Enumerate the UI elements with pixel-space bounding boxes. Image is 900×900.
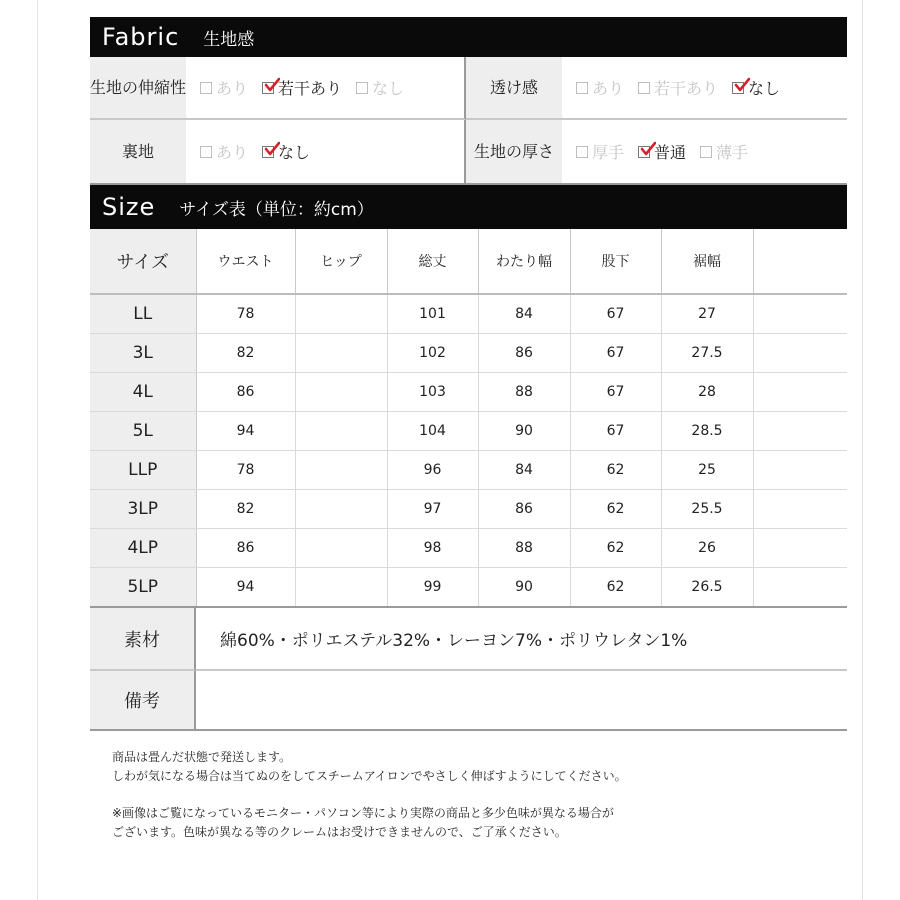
option-checked [262,140,310,163]
checkmark-icon [734,77,750,93]
table-cell [295,373,387,412]
fabric-options [562,120,847,183]
option-label: 普通 [654,143,687,162]
remarks-value [196,671,847,729]
size-label: 4LP [90,529,196,568]
column-header: 総丈 [387,229,478,294]
table-cell: 101 [387,294,478,334]
size-title-en: Size [102,193,156,221]
option-unchecked [200,140,248,163]
size-label: 3LP [90,490,196,529]
fabric-options [186,120,466,183]
table-cell: 78 [196,294,295,334]
table-cell: 94 [196,568,295,607]
fabric-options [562,57,847,120]
table-row [90,490,847,529]
fabric-grid [90,57,847,185]
fabric-label-line: 生地の [473,142,522,161]
column-header: 裾幅 [661,229,753,294]
fabric-title-en: Fabric [102,23,180,51]
table-row [90,373,847,412]
table-cell [295,451,387,490]
checkbox-icon [732,82,744,94]
table-cell: 67 [570,412,661,451]
checkbox-icon [200,82,212,94]
fabric-label-line: 伸縮性 [138,78,187,97]
checkbox-icon [200,146,212,158]
fabric-label-line: 透け感 [489,78,538,97]
checkbox-icon [700,146,712,158]
option-unchecked [200,76,248,99]
table-cell: 96 [387,451,478,490]
fabric-header [90,17,847,57]
table-row [90,412,847,451]
size-header [90,185,847,229]
column-header: 股下 [570,229,661,294]
table-cell: 62 [570,568,661,607]
size-table [90,229,847,606]
table-cell: 78 [196,451,295,490]
fabric-label [90,120,186,183]
fabric-label-line: 厚さ [522,142,555,161]
table-cell [295,568,387,607]
table-cell: 88 [478,529,570,568]
note-spacer [112,786,627,804]
size-label: 4L [90,373,196,412]
option-unchecked [356,76,404,99]
size-title-jp: サイズ表（単位：約cm） [179,199,374,220]
option-unchecked [576,140,624,163]
table-cell: 26.5 [661,568,753,607]
fabric-options [186,57,466,120]
table-cell [295,529,387,568]
table-row [90,451,847,490]
table-cell: 82 [196,490,295,529]
table-cell: 62 [570,451,661,490]
table-cell: 27 [661,294,753,334]
table-cell: 103 [387,373,478,412]
table-cell [295,412,387,451]
size-label: 3L [90,334,196,373]
table-cell [753,412,847,451]
table-cell: 84 [478,451,570,490]
table-cell: 99 [387,568,478,607]
option-label: 薄手 [716,143,749,162]
size-label: LLP [90,451,196,490]
page-edge-right [862,0,863,900]
table-row [90,294,847,334]
page-edge-left [37,0,38,900]
checkmark-icon [640,141,656,157]
note-line: 商品は畳んだ状態で発送します。 [112,750,292,764]
checkbox-icon [576,146,588,158]
remarks-label: 備考 [90,671,196,729]
fabric-label-line: 裏地 [121,142,154,161]
table-cell [753,568,847,607]
column-header: わたり幅 [478,229,570,294]
option-label: 厚手 [592,143,625,162]
table-row [90,529,847,568]
option-label: なし [372,79,405,98]
table-cell [753,451,847,490]
option-unchecked [638,76,718,99]
table-cell: 84 [478,294,570,334]
fabric-label [466,120,562,183]
size-label: 5LP [90,568,196,607]
option-label: 若干あり [654,79,719,98]
checkmark-icon [264,77,280,93]
fabric-label [466,57,562,120]
table-cell [295,334,387,373]
column-header: サイズ [90,229,196,294]
fabric-label [90,57,186,120]
table-cell [295,294,387,334]
checkbox-icon [262,146,274,158]
table-cell: 25 [661,451,753,490]
option-unchecked [700,140,748,163]
material-section [90,606,847,731]
table-cell: 86 [478,334,570,373]
table-cell: 90 [478,412,570,451]
table-cell [753,373,847,412]
material-value: 綿60%・ポリエステル32%・レーヨン7%・ポリウレタン1% [196,608,847,671]
note-line: ございます。色味が異なる等のクレームはお受けできませんので、ご了承ください。 [112,825,567,839]
option-label: 若干あり [278,79,343,98]
option-checked [732,76,780,99]
fabric-label-line: 生地の [90,78,139,97]
table-cell: 104 [387,412,478,451]
table-cell: 28 [661,373,753,412]
option-label: あり [216,79,249,98]
table-cell: 94 [196,412,295,451]
checkbox-icon [262,82,274,94]
option-unchecked [576,76,624,99]
table-row [90,334,847,373]
table-cell: 62 [570,529,661,568]
table-row [90,568,847,607]
option-label: なし [278,143,311,162]
checkbox-icon [576,82,588,94]
table-cell: 88 [478,373,570,412]
care-notes [112,748,627,842]
table-cell [753,294,847,334]
note-line: しわが気になる場合は当てぬのをしてスチームアイロンでやさしく伸ばすようにしてください。 [112,769,627,783]
checkbox-icon [638,82,650,94]
table-cell: 102 [387,334,478,373]
table-cell: 67 [570,294,661,334]
table-cell [295,490,387,529]
table-cell: 86 [196,373,295,412]
table-cell: 28.5 [661,412,753,451]
checkbox-icon [356,82,368,94]
table-cell: 98 [387,529,478,568]
size-label: 5L [90,412,196,451]
checkmark-icon [264,141,280,157]
spec-sheet [90,17,847,731]
table-cell: 82 [196,334,295,373]
size-table-header [90,229,847,294]
table-cell: 67 [570,373,661,412]
table-cell: 67 [570,334,661,373]
column-header: ウエスト [196,229,295,294]
material-label: 素材 [90,608,196,671]
option-label: あり [216,143,249,162]
table-cell: 90 [478,568,570,607]
fabric-title-jp: 生地感 [203,29,255,50]
option-checked [262,76,342,99]
table-cell: 97 [387,490,478,529]
table-cell: 27.5 [661,334,753,373]
option-label: なし [748,79,781,98]
note-line: ※画像はご覧になっているモニター・パソコン等により実際の商品と多少色味が異なる場合が [112,806,614,820]
column-header [753,229,847,294]
checkbox-icon [638,146,650,158]
table-cell: 25.5 [661,490,753,529]
table-cell [753,529,847,568]
table-cell: 86 [196,529,295,568]
table-cell [753,334,847,373]
option-label: あり [592,79,625,98]
option-checked [638,140,686,163]
column-header: ヒップ [295,229,387,294]
table-cell: 26 [661,529,753,568]
table-cell: 86 [478,490,570,529]
table-cell: 62 [570,490,661,529]
table-cell [753,490,847,529]
size-label: LL [90,294,196,334]
